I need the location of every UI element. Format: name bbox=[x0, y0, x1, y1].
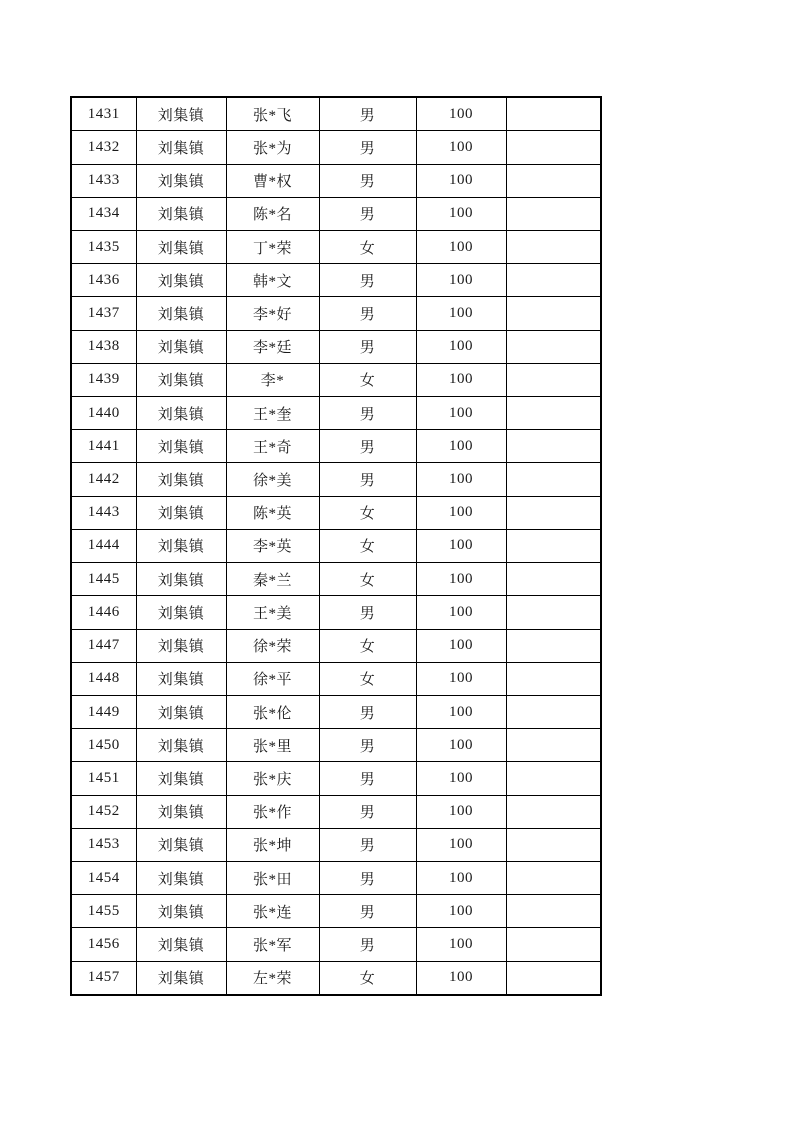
table-cell-name: 张*连 bbox=[226, 895, 319, 928]
table-cell-gender: 男 bbox=[319, 297, 416, 330]
table-cell-amount: 100 bbox=[416, 231, 506, 264]
table-row bbox=[71, 463, 601, 496]
table-cell-remark bbox=[506, 563, 601, 596]
table-cell-gender: 男 bbox=[319, 197, 416, 230]
table-cell-serial-number: 1441 bbox=[71, 430, 136, 463]
table-cell-remark bbox=[506, 529, 601, 562]
table-cell-amount: 100 bbox=[416, 330, 506, 363]
table-row bbox=[71, 97, 601, 131]
table-cell-serial-number: 1457 bbox=[71, 961, 136, 995]
table-row bbox=[71, 861, 601, 894]
table-cell-amount: 100 bbox=[416, 529, 506, 562]
table-cell-name: 李*廷 bbox=[226, 330, 319, 363]
table-cell-name: 秦*兰 bbox=[226, 563, 319, 596]
table-cell-town: 刘集镇 bbox=[136, 629, 226, 662]
table-cell-gender: 男 bbox=[319, 729, 416, 762]
table-cell-gender: 男 bbox=[319, 596, 416, 629]
table-cell-amount: 100 bbox=[416, 131, 506, 164]
table-cell-name: 丁*荣 bbox=[226, 231, 319, 264]
table-row bbox=[71, 529, 601, 562]
table-cell-amount: 100 bbox=[416, 695, 506, 728]
table-cell-gender: 女 bbox=[319, 563, 416, 596]
table-cell-town: 刘集镇 bbox=[136, 529, 226, 562]
table-cell-town: 刘集镇 bbox=[136, 131, 226, 164]
table-cell-serial-number: 1450 bbox=[71, 729, 136, 762]
table-row bbox=[71, 264, 601, 297]
table-cell-amount: 100 bbox=[416, 662, 506, 695]
table-cell-town: 刘集镇 bbox=[136, 397, 226, 430]
table-cell-serial-number: 1453 bbox=[71, 828, 136, 861]
table-cell-serial-number: 1435 bbox=[71, 231, 136, 264]
table-cell-amount: 100 bbox=[416, 97, 506, 131]
table-cell-gender: 男 bbox=[319, 463, 416, 496]
table-cell-gender: 女 bbox=[319, 529, 416, 562]
table-cell-amount: 100 bbox=[416, 264, 506, 297]
table-cell-gender: 男 bbox=[319, 895, 416, 928]
table-row bbox=[71, 231, 601, 264]
table-row bbox=[71, 563, 601, 596]
table-cell-amount: 100 bbox=[416, 363, 506, 396]
table-cell-name: 李* bbox=[226, 363, 319, 396]
table-row bbox=[71, 363, 601, 396]
table-cell-serial-number: 1443 bbox=[71, 496, 136, 529]
table-row bbox=[71, 397, 601, 430]
table-cell-remark bbox=[506, 363, 601, 396]
table-cell-serial-number: 1438 bbox=[71, 330, 136, 363]
table-cell-name: 曹*权 bbox=[226, 164, 319, 197]
table-cell-serial-number: 1442 bbox=[71, 463, 136, 496]
table-cell-town: 刘集镇 bbox=[136, 563, 226, 596]
table-cell-serial-number: 1448 bbox=[71, 662, 136, 695]
table-cell-amount: 100 bbox=[416, 563, 506, 596]
table-cell-gender: 女 bbox=[319, 496, 416, 529]
table-cell-remark bbox=[506, 729, 601, 762]
table-cell-town: 刘集镇 bbox=[136, 231, 226, 264]
table-cell-serial-number: 1437 bbox=[71, 297, 136, 330]
table-cell-town: 刘集镇 bbox=[136, 596, 226, 629]
table-cell-remark bbox=[506, 463, 601, 496]
table-cell-gender: 男 bbox=[319, 430, 416, 463]
table-cell-amount: 100 bbox=[416, 795, 506, 828]
table-cell-remark bbox=[506, 662, 601, 695]
table-cell-gender: 女 bbox=[319, 363, 416, 396]
table-cell-town: 刘集镇 bbox=[136, 695, 226, 728]
table-cell-town: 刘集镇 bbox=[136, 97, 226, 131]
table-cell-name: 张*为 bbox=[226, 131, 319, 164]
table-cell-remark bbox=[506, 197, 601, 230]
table-cell-amount: 100 bbox=[416, 197, 506, 230]
table-cell-amount: 100 bbox=[416, 297, 506, 330]
table-cell-name: 徐*平 bbox=[226, 662, 319, 695]
table-cell-town: 刘集镇 bbox=[136, 828, 226, 861]
table-row bbox=[71, 596, 601, 629]
table-cell-serial-number: 1446 bbox=[71, 596, 136, 629]
table-row bbox=[71, 197, 601, 230]
table-cell-town: 刘集镇 bbox=[136, 961, 226, 995]
table-cell-amount: 100 bbox=[416, 895, 506, 928]
table-cell-name: 王*美 bbox=[226, 596, 319, 629]
table-cell-remark bbox=[506, 397, 601, 430]
table-cell-remark bbox=[506, 297, 601, 330]
table-cell-amount: 100 bbox=[416, 463, 506, 496]
table-cell-serial-number: 1432 bbox=[71, 131, 136, 164]
table-cell-gender: 男 bbox=[319, 397, 416, 430]
table-cell-amount: 100 bbox=[416, 397, 506, 430]
table-row bbox=[71, 164, 601, 197]
table-cell-town: 刘集镇 bbox=[136, 297, 226, 330]
table-cell-town: 刘集镇 bbox=[136, 662, 226, 695]
table-row bbox=[71, 662, 601, 695]
table-cell-gender: 男 bbox=[319, 131, 416, 164]
table-cell-amount: 100 bbox=[416, 430, 506, 463]
table-cell-remark bbox=[506, 629, 601, 662]
table-cell-amount: 100 bbox=[416, 861, 506, 894]
table-cell-town: 刘集镇 bbox=[136, 330, 226, 363]
table-cell-name: 李*英 bbox=[226, 529, 319, 562]
table-row bbox=[71, 297, 601, 330]
table-cell-gender: 男 bbox=[319, 861, 416, 894]
table-cell-name: 张*坤 bbox=[226, 828, 319, 861]
table-cell-serial-number: 1445 bbox=[71, 563, 136, 596]
table-cell-remark bbox=[506, 330, 601, 363]
table-row bbox=[71, 961, 601, 995]
table-cell-town: 刘集镇 bbox=[136, 762, 226, 795]
table-cell-town: 刘集镇 bbox=[136, 463, 226, 496]
table-cell-serial-number: 1451 bbox=[71, 762, 136, 795]
table-cell-name: 王*奇 bbox=[226, 430, 319, 463]
table-cell-town: 刘集镇 bbox=[136, 164, 226, 197]
table-row bbox=[71, 131, 601, 164]
table-cell-amount: 100 bbox=[416, 928, 506, 961]
table-cell-remark bbox=[506, 264, 601, 297]
table-cell-amount: 100 bbox=[416, 629, 506, 662]
table-cell-name: 徐*荣 bbox=[226, 629, 319, 662]
table-cell-gender: 男 bbox=[319, 97, 416, 131]
table-row bbox=[71, 330, 601, 363]
table-cell-town: 刘集镇 bbox=[136, 729, 226, 762]
table-cell-gender: 女 bbox=[319, 231, 416, 264]
table-cell-serial-number: 1433 bbox=[71, 164, 136, 197]
table-cell-remark bbox=[506, 131, 601, 164]
table-cell-serial-number: 1454 bbox=[71, 861, 136, 894]
table-cell-name: 张*庆 bbox=[226, 762, 319, 795]
table-cell-town: 刘集镇 bbox=[136, 430, 226, 463]
table-cell-serial-number: 1439 bbox=[71, 363, 136, 396]
table-cell-name: 陈*名 bbox=[226, 197, 319, 230]
table-cell-gender: 男 bbox=[319, 264, 416, 297]
table-cell-town: 刘集镇 bbox=[136, 197, 226, 230]
table-row bbox=[71, 795, 601, 828]
table-cell-remark bbox=[506, 231, 601, 264]
table-cell-gender: 女 bbox=[319, 961, 416, 995]
table-cell-amount: 100 bbox=[416, 961, 506, 995]
table-cell-name: 张*军 bbox=[226, 928, 319, 961]
table-cell-town: 刘集镇 bbox=[136, 895, 226, 928]
table-cell-remark bbox=[506, 961, 601, 995]
table-cell-remark bbox=[506, 97, 601, 131]
table-cell-name: 韩*文 bbox=[226, 264, 319, 297]
table-cell-name: 张*里 bbox=[226, 729, 319, 762]
table-cell-gender: 女 bbox=[319, 629, 416, 662]
table-cell-amount: 100 bbox=[416, 164, 506, 197]
table-cell-gender: 男 bbox=[319, 762, 416, 795]
table-row bbox=[71, 695, 601, 728]
table-cell-name: 张*田 bbox=[226, 861, 319, 894]
table-cell-amount: 100 bbox=[416, 762, 506, 795]
table-cell-name: 张*伦 bbox=[226, 695, 319, 728]
table-cell-serial-number: 1444 bbox=[71, 529, 136, 562]
table-cell-remark bbox=[506, 496, 601, 529]
table-cell-serial-number: 1436 bbox=[71, 264, 136, 297]
table-cell-name: 张*飞 bbox=[226, 97, 319, 131]
table-cell-serial-number: 1440 bbox=[71, 397, 136, 430]
table-cell-gender: 男 bbox=[319, 795, 416, 828]
table-cell-town: 刘集镇 bbox=[136, 363, 226, 396]
table-cell-name: 陈*英 bbox=[226, 496, 319, 529]
table-body bbox=[71, 97, 601, 995]
table-cell-gender: 男 bbox=[319, 695, 416, 728]
table-cell-amount: 100 bbox=[416, 729, 506, 762]
table-cell-remark bbox=[506, 430, 601, 463]
table-cell-serial-number: 1452 bbox=[71, 795, 136, 828]
table-cell-gender: 女 bbox=[319, 662, 416, 695]
table-cell-serial-number: 1431 bbox=[71, 97, 136, 131]
table-row bbox=[71, 729, 601, 762]
table-cell-serial-number: 1456 bbox=[71, 928, 136, 961]
table-row bbox=[71, 496, 601, 529]
table-row bbox=[71, 629, 601, 662]
table-row bbox=[71, 928, 601, 961]
table-cell-town: 刘集镇 bbox=[136, 496, 226, 529]
table-row bbox=[71, 430, 601, 463]
table-cell-remark bbox=[506, 895, 601, 928]
table-cell-amount: 100 bbox=[416, 828, 506, 861]
table-cell-remark bbox=[506, 596, 601, 629]
table-cell-serial-number: 1449 bbox=[71, 695, 136, 728]
table-cell-name: 王*奎 bbox=[226, 397, 319, 430]
table-cell-name: 李*好 bbox=[226, 297, 319, 330]
table-cell-name: 左*荣 bbox=[226, 961, 319, 995]
table-cell-gender: 男 bbox=[319, 330, 416, 363]
table-cell-remark bbox=[506, 762, 601, 795]
table-cell-name: 徐*美 bbox=[226, 463, 319, 496]
roster-table bbox=[70, 96, 602, 996]
table-cell-serial-number: 1447 bbox=[71, 629, 136, 662]
table-cell-remark bbox=[506, 861, 601, 894]
table-cell-remark bbox=[506, 695, 601, 728]
table-cell-town: 刘集镇 bbox=[136, 928, 226, 961]
table-row bbox=[71, 828, 601, 861]
table-cell-amount: 100 bbox=[416, 596, 506, 629]
table-cell-remark bbox=[506, 928, 601, 961]
table-cell-gender: 男 bbox=[319, 928, 416, 961]
table-cell-serial-number: 1455 bbox=[71, 895, 136, 928]
table-cell-remark bbox=[506, 164, 601, 197]
table-row bbox=[71, 895, 601, 928]
table-cell-remark bbox=[506, 828, 601, 861]
table-row bbox=[71, 762, 601, 795]
table-cell-remark bbox=[506, 795, 601, 828]
table-cell-town: 刘集镇 bbox=[136, 264, 226, 297]
table-cell-name: 张*作 bbox=[226, 795, 319, 828]
table-cell-gender: 男 bbox=[319, 828, 416, 861]
table-cell-gender: 男 bbox=[319, 164, 416, 197]
table-cell-town: 刘集镇 bbox=[136, 861, 226, 894]
table-cell-serial-number: 1434 bbox=[71, 197, 136, 230]
table-cell-amount: 100 bbox=[416, 496, 506, 529]
table-cell-town: 刘集镇 bbox=[136, 795, 226, 828]
